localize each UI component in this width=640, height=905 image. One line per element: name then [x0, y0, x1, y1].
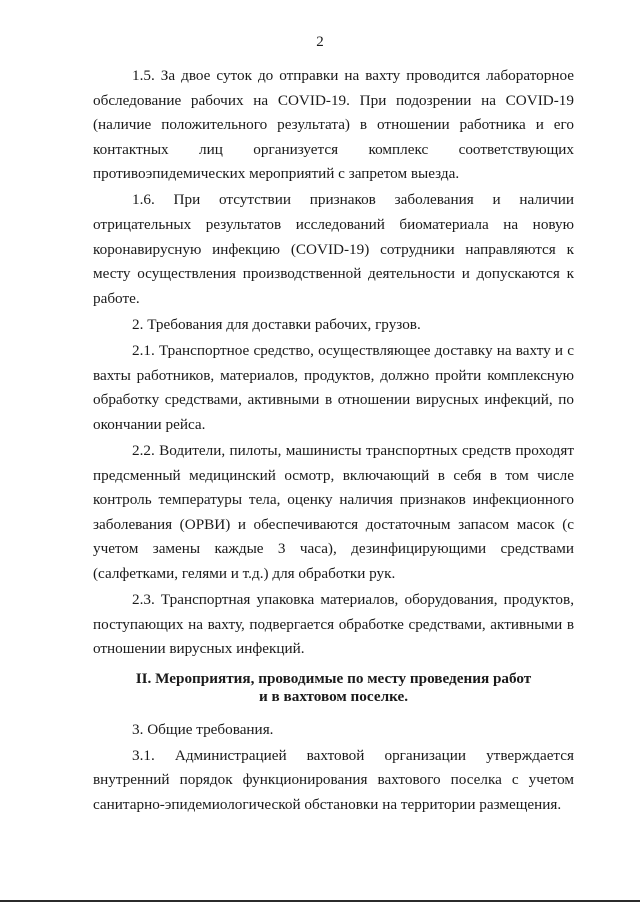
- scan-bottom-edge: [0, 900, 640, 902]
- section-heading-line-1: II. Мероприятия, проводимые по месту проведения работ: [135, 669, 532, 687]
- document-body: [93, 64, 574, 819]
- paragraph-3-1: 3.1. Администрацией вахтовой организации утверждается внутренний порядок функционирования вахтового поселка с учетом санитарно-эпидемиологической обстановки на территории размещения.: [93, 746, 574, 814]
- paragraph-1-5: 1.5. За двое суток до отправки на вахту проводится лабораторное обследование рабочих на COVID-19. При подозрении на COVID-19 (наличие положительного результата) в отношении работника и его контактных лиц организуется комплекс соответствующих противоэпидемических мероприятий с запретом выезда.: [93, 67, 574, 183]
- paragraph-3: 3. Общие требования.: [132, 720, 274, 738]
- paragraph-2-3: 2.3. Транспортная упаковка материалов, оборудования, продуктов, поступающих на вахту, подвергается обработке средствами, активными в отношении вирусных инфекций.: [93, 590, 574, 658]
- paragraph-2-1: 2.1. Транспортное средство, осуществляющее доставку на вахту и с вахты работников, материалов, продуктов, должно пройти комплексную обработку средствами, активными в отношении вирусных инфекций, по окончании рейса.: [93, 342, 574, 433]
- section-heading: [93, 670, 574, 706]
- paragraph-2: 2. Требования для доставки рабочих, грузов.: [132, 315, 421, 333]
- paragraph-2-2: 2.2. Водители, пилоты, машинисты транспортных средств проходят предсменный медицинский осмотр, включающий в себя в том числе контроль температуры тела, оценку наличия признаков инфекционного заболевания (ОРВИ) и обеспечиваются достаточным запасом масок (с учетом замены каждые 3 часа), дезинфицирующими средствами (салфетками, гелями и т.д.) для обработки рук.: [93, 441, 574, 582]
- paragraph-1-6: 1.6. При отсутствии признаков заболевания и наличии отрицательных результатов исследований биоматериала на новую коронавирусную инфекцию (COVID-19) сотрудники направляются к месту осуществления производственной деятельности и допускаются к работе.: [93, 191, 574, 307]
- page-number: 2: [316, 34, 324, 50]
- section-heading-line-2: и в вахтовом поселке.: [258, 687, 409, 705]
